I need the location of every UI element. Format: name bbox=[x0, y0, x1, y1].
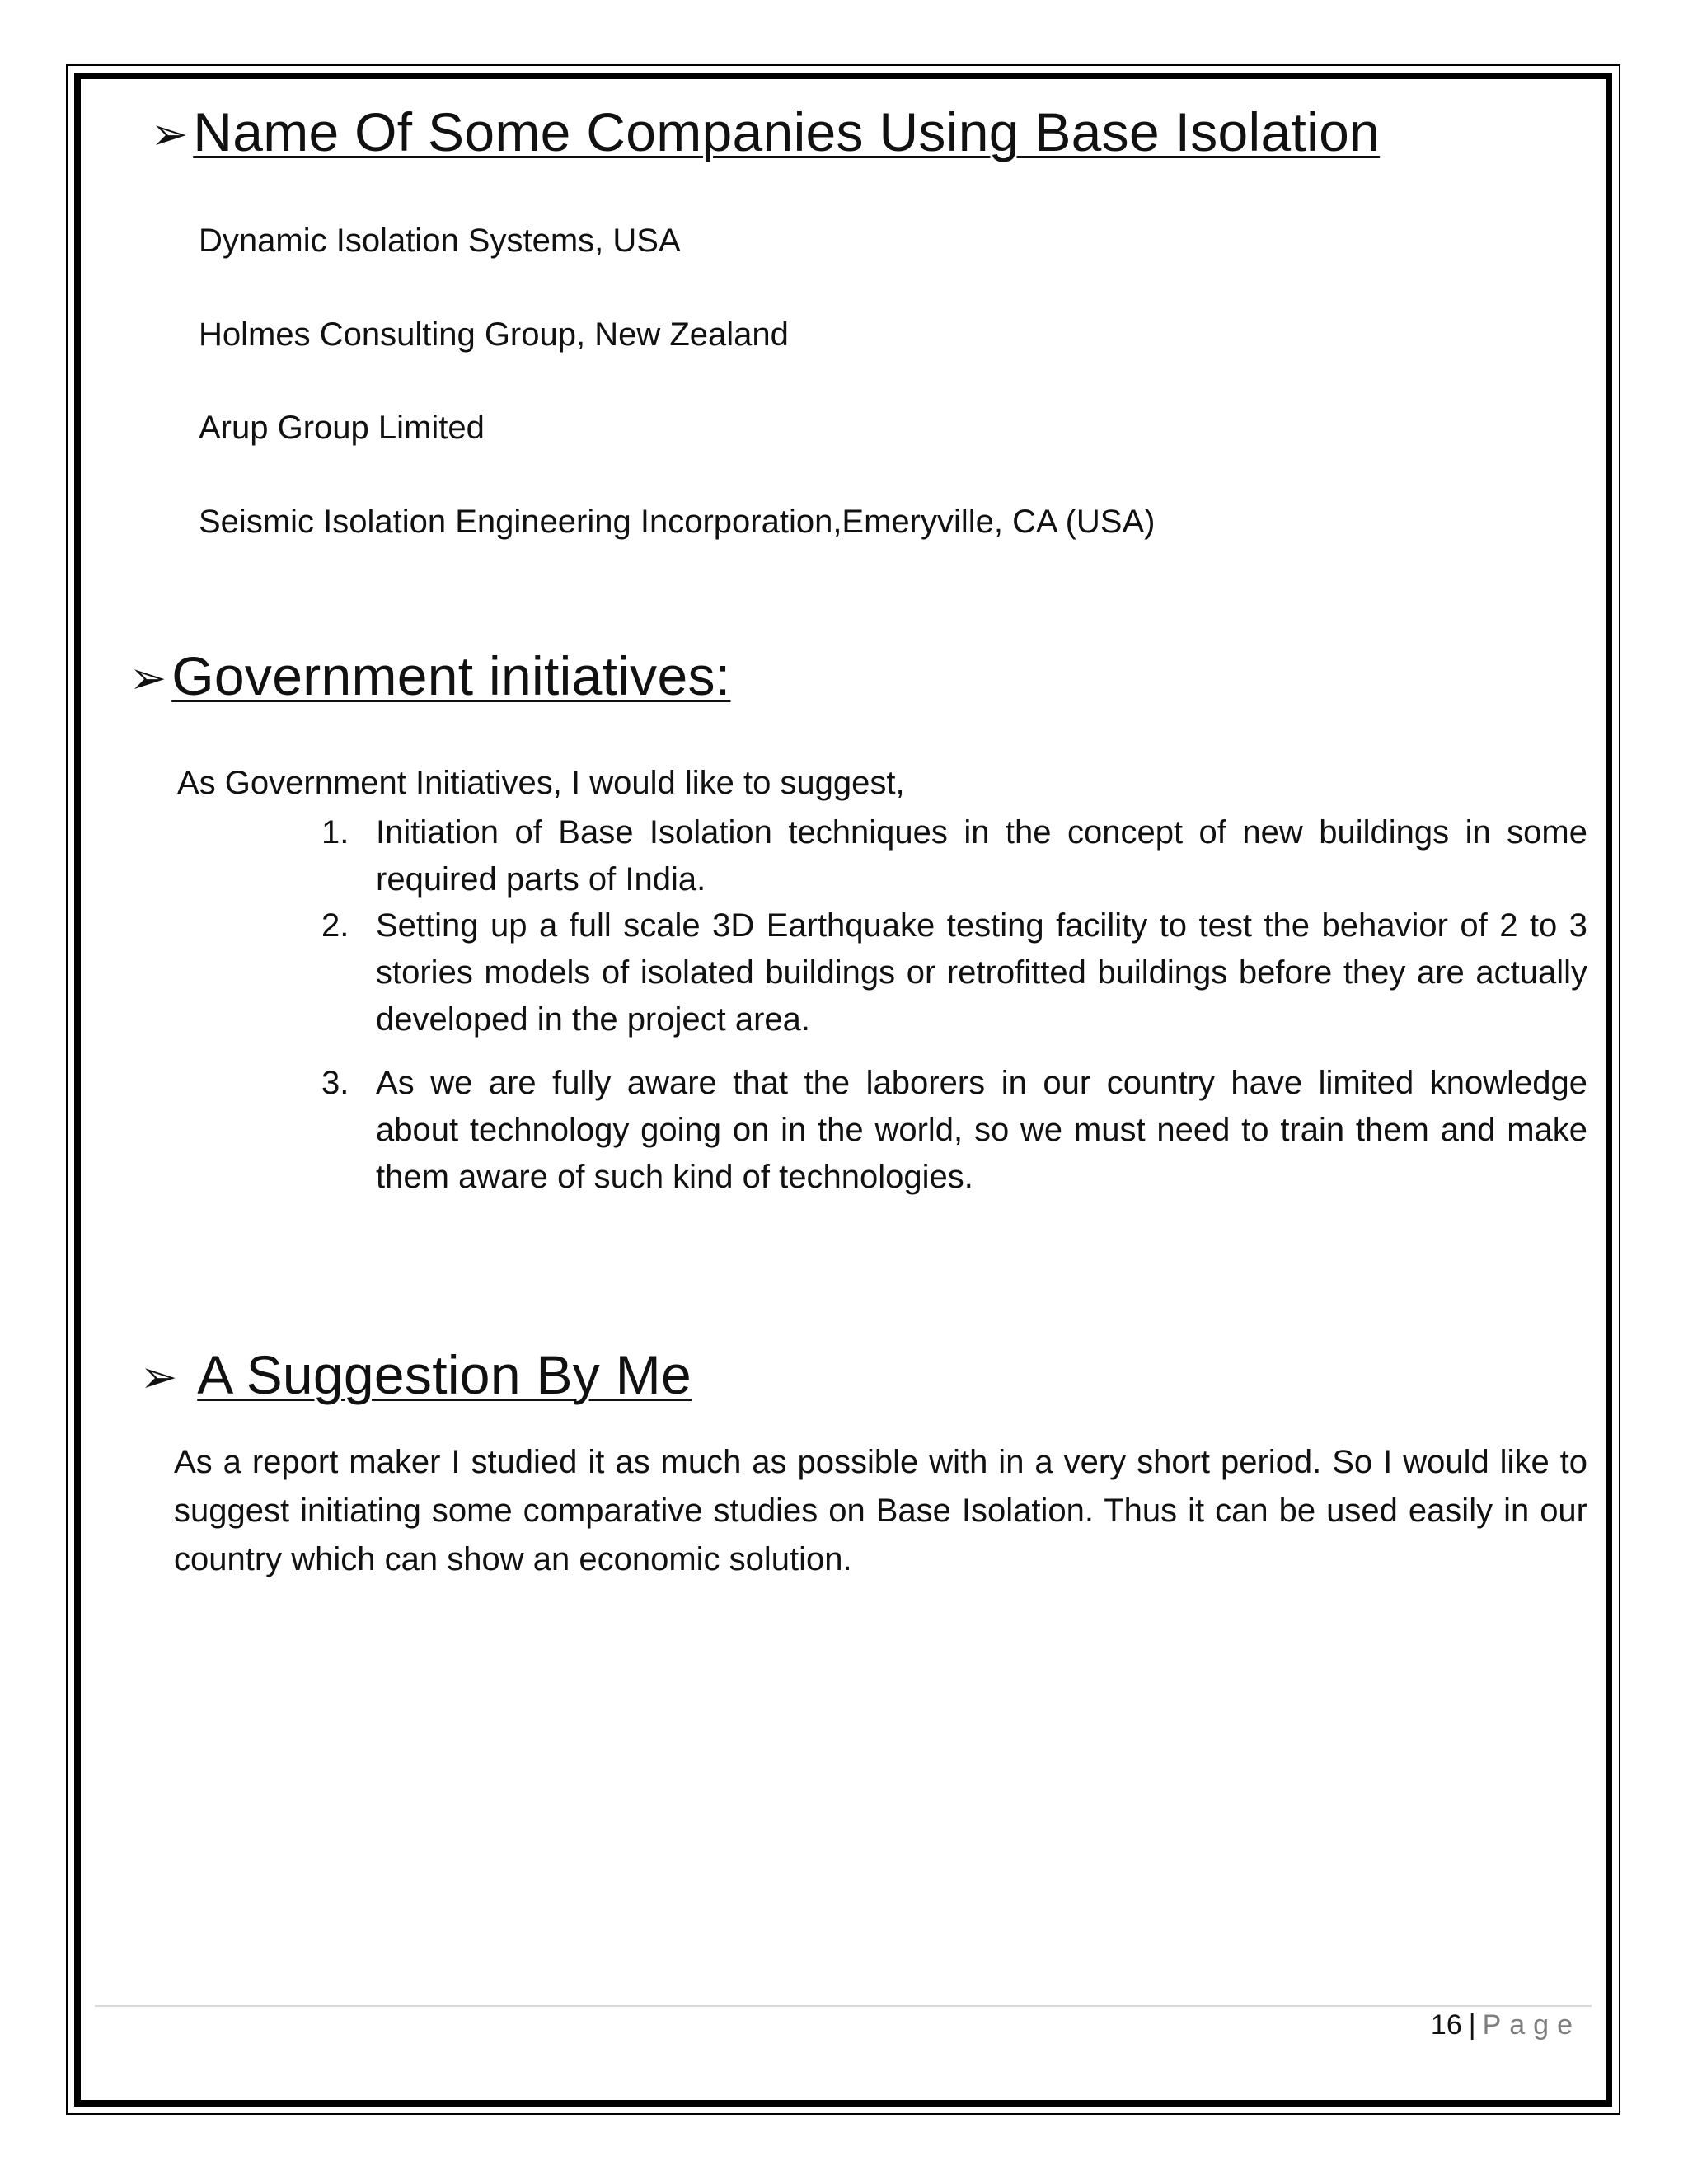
heading-government bbox=[129, 644, 730, 707]
list-text: As we are fully aware that the laborers in our country have limited knowledge about technology going on in the world, so we must need to train them and make them aware of such kind of technologies. bbox=[376, 1065, 1587, 1195]
page-footer bbox=[1431, 2009, 1581, 2041]
heading-suggestion-text: A Suggestion By Me bbox=[197, 1344, 692, 1405]
company-item: Dynamic Isolation Systems, USA bbox=[199, 223, 681, 259]
arrow-bullet-icon: ➢ bbox=[140, 1351, 178, 1403]
list-number: 2. bbox=[321, 907, 349, 944]
company-item: Arup Group Limited bbox=[199, 410, 485, 446]
government-intro: As Government Initiatives, I would like to suggest, bbox=[177, 765, 905, 801]
company-item: Seismic Isolation Engineering Incorporation,Emeryville, CA (USA) bbox=[199, 504, 1156, 540]
heading-government-text: Government initiatives: bbox=[171, 645, 731, 706]
heading-suggestion bbox=[140, 1343, 692, 1406]
government-list-item-2 bbox=[321, 902, 1587, 1043]
footer-separator: | bbox=[1468, 2009, 1476, 2041]
heading-companies-text: Name Of Some Companies Using Base Isolation bbox=[193, 101, 1381, 162]
page-label: Page bbox=[1482, 2009, 1581, 2041]
company-item: Holmes Consulting Group, New Zealand bbox=[199, 316, 789, 353]
government-list-item-3 bbox=[321, 1060, 1587, 1201]
list-text: Initiation of Base Isolation techniques in the concept of new buildings in some required parts of India. bbox=[376, 814, 1587, 898]
list-number: 3. bbox=[321, 1065, 349, 1101]
list-text: Setting up a full scale 3D Earthquake testing facility to test the behavior of 2 to 3 stories models of isolated buildings or retrofitted buildings before they are actually developed in the project area. bbox=[376, 907, 1587, 1038]
page-number: 16 bbox=[1430, 2009, 1462, 2041]
arrow-bullet-icon: ➢ bbox=[129, 652, 167, 704]
government-list-item-1 bbox=[321, 809, 1587, 903]
list-number: 1. bbox=[321, 814, 349, 851]
suggestion-paragraph: As a report maker I studied it as much as possible with in a very short period. So I would like to suggest initiating some comparative studies on Base Isolation. Thus it can be used easily in our country which can show an economic solution. bbox=[174, 1444, 1587, 1577]
arrow-bullet-icon: ➢ bbox=[151, 108, 189, 160]
heading-companies bbox=[151, 101, 1380, 163]
footer-divider bbox=[95, 2005, 1592, 2007]
